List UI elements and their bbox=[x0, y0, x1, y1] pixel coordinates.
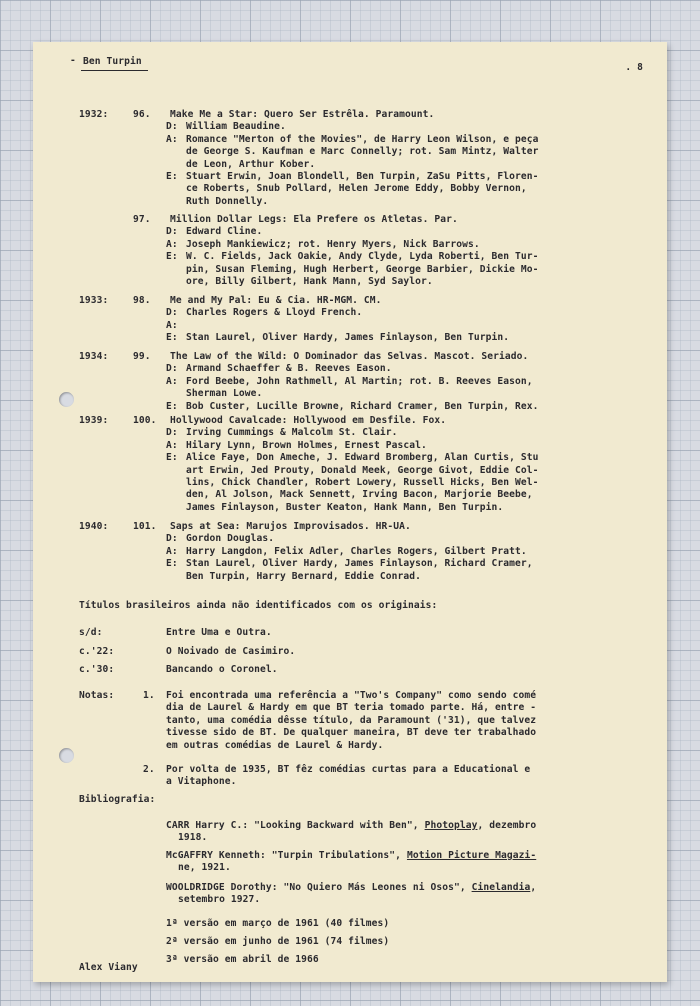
film-number: 98. bbox=[133, 295, 151, 306]
film-title: Million Dollar Legs: Ela Prefere os Atletas. Par. bbox=[170, 214, 458, 225]
bibliography-source: Photoplay bbox=[424, 820, 478, 831]
credit-text: James Finlayson, Buster Keaton, Hank Mann, Ben Turpin. bbox=[186, 501, 504, 513]
unidentified-title: Bancando o Coronel. bbox=[166, 664, 278, 675]
film-title: Make Me a Star: Quero Ser Estrêla. Paramount. bbox=[170, 109, 435, 120]
note-line: Por volta de 1935, BT fêz comédias curtas para a Educational e bbox=[166, 764, 531, 775]
bibliography-continuation: setembro 1927. bbox=[178, 894, 261, 906]
bibliography-author: WOOLDRIDGE Dorothy: bbox=[166, 882, 278, 893]
credit-label: D: bbox=[166, 121, 178, 133]
credit-text: Stan Laurel, Oliver Hardy, James Finlayson, Ben Turpin. bbox=[186, 332, 510, 344]
credit-label: D: bbox=[166, 226, 178, 238]
credit-label: A: bbox=[166, 319, 178, 331]
film-title: The Law of the Wild: O Dominador das Selvas. Mascot. Seriado. bbox=[170, 351, 529, 362]
bibliography-source: Cinelandia bbox=[471, 882, 531, 893]
film-number: 96. bbox=[133, 109, 151, 120]
credit-text: William Beaudine. bbox=[186, 121, 286, 133]
credit-text: Alice Faye, Don Ameche, J. Edward Bromberg, Alan Curtis, Stu bbox=[186, 452, 539, 464]
typewritten-page bbox=[33, 42, 667, 982]
bibliography-article: "Looking Backward with Ben", bbox=[254, 820, 419, 831]
credit-text: Hilary Lynn, Brown Holmes, Ernest Pascal. bbox=[186, 439, 427, 451]
film-year: 1934: bbox=[79, 351, 109, 362]
bibliography-author: CARR Harry C.: bbox=[166, 820, 249, 831]
bibliography-continuation: ne, 1921. bbox=[178, 862, 231, 874]
credit-label: A: bbox=[166, 375, 178, 387]
credit-text: W. C. Fields, Jack Oakie, Andy Clyde, Lyda Roberti, Ben Tur- bbox=[186, 251, 539, 263]
credit-text: Sherman Lowe. bbox=[186, 388, 263, 400]
punch-hole bbox=[59, 748, 74, 763]
credit-text: ce Roberts, Snub Pollard, Helen Jerome Eddy, Bobby Vernon, bbox=[186, 183, 527, 195]
credit-text: Stan Laurel, Oliver Hardy, James Finlayson, Richard Cramer, bbox=[186, 558, 533, 570]
page-number: . 8 bbox=[625, 62, 643, 73]
note-line: tanto, uma comédia dêsse título, da Paramount ('31), que talvez bbox=[166, 714, 537, 726]
note-line: em outras comédias de Laurel & Hardy. bbox=[166, 739, 384, 751]
header-dash: - bbox=[70, 55, 76, 66]
credit-text: Bob Custer, Lucille Browne, Richard Cramer, Ben Turpin, Rex. bbox=[186, 400, 539, 412]
bibliography-entry bbox=[166, 850, 536, 862]
credit-label: D: bbox=[166, 363, 178, 375]
note-line: Foi encontrada uma referência a "Two's Company" como sendo comé bbox=[166, 690, 537, 701]
bibliography-heading: Bibliografia: bbox=[79, 794, 156, 805]
credit-text: Irving Cummings & Malcolm St. Clair. bbox=[186, 427, 398, 439]
bibliography-source: Motion Picture Magazi- bbox=[406, 850, 537, 861]
note-line: tivesse sido de BT. De qualquer maneira, BT deve ter trabalhado bbox=[166, 727, 537, 739]
unidentified-date: c.'22: bbox=[79, 646, 115, 657]
credit-text: den, Al Jolson, Mack Sennett, Irving Bacon, Marjorie Beebe, bbox=[186, 489, 533, 501]
credit-text: Edward Cline. bbox=[186, 226, 263, 238]
film-number: 101. bbox=[133, 521, 157, 532]
credit-label: A: bbox=[166, 238, 178, 250]
credit-label: E: bbox=[166, 452, 178, 464]
credit-text: Armand Schaeffer & B. Reeves Eason. bbox=[186, 363, 392, 375]
credit-text: Harry Langdon, Felix Adler, Charles Rogers, Gilbert Pratt. bbox=[186, 545, 527, 557]
credit-label: E: bbox=[166, 400, 178, 412]
note-number: 1. bbox=[143, 690, 155, 701]
credit-text: ore, Billy Gilbert, Hank Mann, Syd Saylor. bbox=[186, 276, 433, 287]
bibliography-continuation: 1918. bbox=[178, 832, 208, 844]
bibliography-article: "No Quiero Más Leones ni Osos", bbox=[283, 882, 466, 893]
credit-label: E: bbox=[166, 558, 178, 570]
film-title: Saps at Sea: Marujos Improvisados. HR-UA. bbox=[170, 521, 411, 532]
credit-text: Ford Beebe, John Rathmell, Al Martin; rot. B. Reeves Eason, bbox=[186, 375, 533, 387]
film-title: Hollywood Cavalcade: Hollywood em Desfile. Fox. bbox=[170, 415, 447, 426]
credit-text: Ruth Donnelly. bbox=[186, 195, 269, 207]
credit-label: D: bbox=[166, 307, 178, 319]
bibliography-author: McGAFFRY Kenneth: bbox=[166, 850, 266, 861]
credit-label: D: bbox=[166, 533, 178, 545]
notes-label: Notas: bbox=[79, 690, 115, 701]
credit-text: lins, Chick Chandler, Robert Lowery, Russell Hicks, Ben Wel- bbox=[186, 477, 539, 488]
film-title: Me and My Pal: Eu & Cia. HR-MGM. CM. bbox=[170, 295, 382, 306]
film-year: 1940: bbox=[79, 521, 109, 532]
note-line: dia de Laurel & Hardy em que BT teria tomado parte. Há, entre - bbox=[166, 702, 537, 714]
author-signature: Alex Viany bbox=[79, 962, 138, 973]
note-number: 2. bbox=[143, 764, 155, 775]
credit-label: E: bbox=[166, 251, 178, 263]
credit-label: A: bbox=[166, 439, 178, 451]
unidentified-title: Entre Uma e Outra. bbox=[166, 627, 272, 638]
film-number: 100. bbox=[133, 415, 157, 426]
bibliography-entry bbox=[166, 882, 536, 894]
credit-label: E: bbox=[166, 332, 178, 344]
note-line: a Vitaphone. bbox=[166, 776, 237, 788]
bibliography-rest: , dezembro bbox=[477, 820, 537, 831]
bibliography-rest: , bbox=[530, 882, 537, 893]
bibliography-entry bbox=[166, 820, 536, 832]
film-number: 97. bbox=[133, 214, 151, 225]
credit-label: A: bbox=[166, 545, 178, 557]
film-year: 1939: bbox=[79, 415, 109, 426]
version-line: 1ª versão em março de 1961 (40 filmes) bbox=[166, 918, 390, 929]
credit-label: E: bbox=[166, 171, 178, 182]
film-year: 1932: bbox=[79, 109, 109, 120]
unidentified-title: O Noivado de Casimiro. bbox=[166, 646, 296, 657]
unidentified-date: c.'30: bbox=[79, 664, 115, 675]
unidentified-date: s/d: bbox=[79, 627, 103, 638]
credit-text: de George S. Kaufman e Marc Connelly; rot. Sam Mintz, Walter bbox=[186, 146, 539, 158]
credit-text: Charles Rogers & Lloyd French. bbox=[186, 307, 363, 319]
credit-text: Stuart Erwin, Joan Blondell, Ben Turpin, ZaSu Pitts, Floren- bbox=[186, 171, 539, 182]
credit-label: A: bbox=[166, 133, 178, 145]
bibliography-article: "Turpin Tribulations", bbox=[271, 850, 402, 861]
film-year: 1933: bbox=[79, 295, 109, 306]
credit-text: pin, Susan Fleming, Hugh Herbert, George Barbier, Dickie Mo- bbox=[186, 263, 539, 275]
credit-text: Gordon Douglas. bbox=[186, 533, 275, 545]
version-line: 3ª versão em abril de 1966 bbox=[166, 954, 319, 965]
credit-text: Ben Turpin, Harry Bernard, Eddie Conrad. bbox=[186, 570, 422, 582]
punch-hole bbox=[59, 392, 74, 407]
credit-text: de Leon, Arthur Kober. bbox=[186, 158, 316, 170]
credit-text: Romance "Merton of the Movies", de Harry Leon Wilson, e peça bbox=[186, 133, 539, 145]
page-header-name: Ben Turpin bbox=[81, 56, 148, 71]
version-line: 2ª versão em junho de 1961 (74 filmes) bbox=[166, 936, 390, 947]
film-number: 99. bbox=[133, 351, 151, 362]
credit-text: Joseph Mankiewicz; rot. Henry Myers, Nick Barrows. bbox=[186, 238, 480, 250]
credit-text: art Erwin, Jed Prouty, Donald Meek, George Givot, Eddie Col- bbox=[186, 464, 539, 476]
credit-label: D: bbox=[166, 427, 178, 439]
unidentified-heading: Títulos brasileiros ainda não identificados com os originais: bbox=[79, 600, 438, 611]
